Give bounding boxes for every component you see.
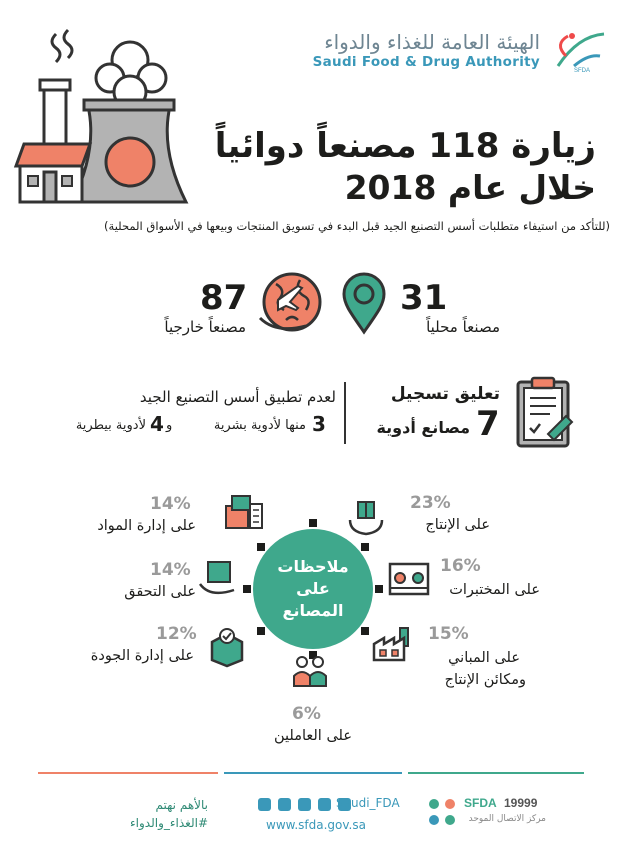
title-line1: زيارة 118 مصنعاً دوائياً (214, 126, 596, 166)
suspension-count: 7 (476, 404, 500, 444)
footer-website[interactable]: www.sfda.gov.sa (266, 818, 366, 832)
vet-label: لأدوية بيطرية (75, 418, 146, 433)
local-count: 31 (400, 278, 448, 318)
obs-buildings-label: على المباني (448, 650, 520, 666)
footer-slogan-1: بالأهم نهتم (155, 798, 208, 812)
footer-divider-blue (224, 772, 402, 774)
suspension-count-label: مصانع أدوية (376, 418, 470, 437)
clipboard-icon (512, 374, 582, 450)
snapchat-icon[interactable] (258, 798, 271, 811)
obs-workers-label: على العاملين (274, 728, 352, 744)
logo-badge-text: SFDA (574, 68, 591, 74)
production-icon (344, 494, 388, 538)
twitter-icon[interactable] (278, 798, 291, 811)
workers-icon (290, 650, 330, 690)
obs-quality-label: على إدارة الجودة (90, 648, 194, 664)
obs-materials-pct: 14% (150, 494, 191, 514)
observations-title-2: على (296, 579, 330, 598)
hotline-label: مركز الاتصال الموحد (468, 814, 546, 824)
footer-slogan-2: #الغذاء_والدواء (130, 816, 208, 830)
org-name-ar: الهيئة العامة للغذاء والدواء (324, 30, 540, 54)
obs-production-label: على الإنتاج (425, 517, 490, 533)
factory-illustration (10, 20, 200, 210)
observations-title-3: المصانع (282, 601, 344, 620)
contact-center-icon (424, 794, 460, 830)
materials-icon (222, 494, 264, 532)
factory-icon (370, 624, 416, 664)
human-label: منها لأدوية بشرية (213, 418, 306, 433)
obs-lab-label: على المختبرات (449, 582, 540, 598)
obs-buildings-label2: ومكائن الإنتاج (444, 672, 526, 688)
observations-title-1: ملاحظات (277, 557, 349, 576)
local-label: مصنعاً محلياً (426, 318, 500, 336)
vet-conj: و (166, 418, 173, 433)
human-count: 3 (312, 412, 326, 436)
obs-verification-pct: 14% (150, 560, 191, 580)
suspension-reason: لعدم تطبيق أسس التصنيع الجيد (139, 388, 336, 406)
obs-workers-pct: 6% (292, 704, 321, 724)
vet-count: 4 (150, 412, 164, 436)
subtitle: (للتأكد من استيفاء متطلبات أسس التصنيع الجيد قبل البدء في تسويق المنتجات وبيعها في الأسواق المحلية) (104, 219, 610, 233)
obs-production-pct: 23% (410, 493, 451, 513)
obs-lab-pct: 16% (440, 556, 481, 576)
obs-buildings-pct: 15% (428, 624, 469, 644)
org-name-en: Saudi Food & Drug Authority (312, 54, 540, 70)
suspension-title: تعليق تسجيل (390, 384, 500, 404)
title-line2: خلال عام 2018 (344, 168, 596, 207)
divider-vertical (344, 382, 346, 444)
youtube-icon[interactable] (318, 798, 331, 811)
verification-icon (196, 558, 240, 600)
globe-plane-icon (256, 270, 326, 336)
hotline-brand: SFDA (464, 796, 497, 810)
footer-handle[interactable]: Saudi_FDA (336, 796, 400, 810)
footer-divider-green (408, 772, 584, 774)
location-pin-icon (340, 272, 388, 336)
obs-materials-label: على إدارة المواد (97, 518, 196, 534)
quality-icon (206, 626, 248, 668)
obs-verification-label: على التحقق (124, 584, 196, 600)
hotline-number[interactable]: 19999 (504, 796, 538, 810)
footer-divider-coral (38, 772, 218, 774)
foreign-label: مصنعاً خارجياً (164, 318, 246, 336)
foreign-count: 87 (200, 278, 248, 318)
obs-quality-pct: 12% (156, 624, 197, 644)
instagram-icon[interactable] (298, 798, 311, 811)
sfda-logo-icon (548, 26, 608, 76)
lab-icon (386, 560, 432, 600)
